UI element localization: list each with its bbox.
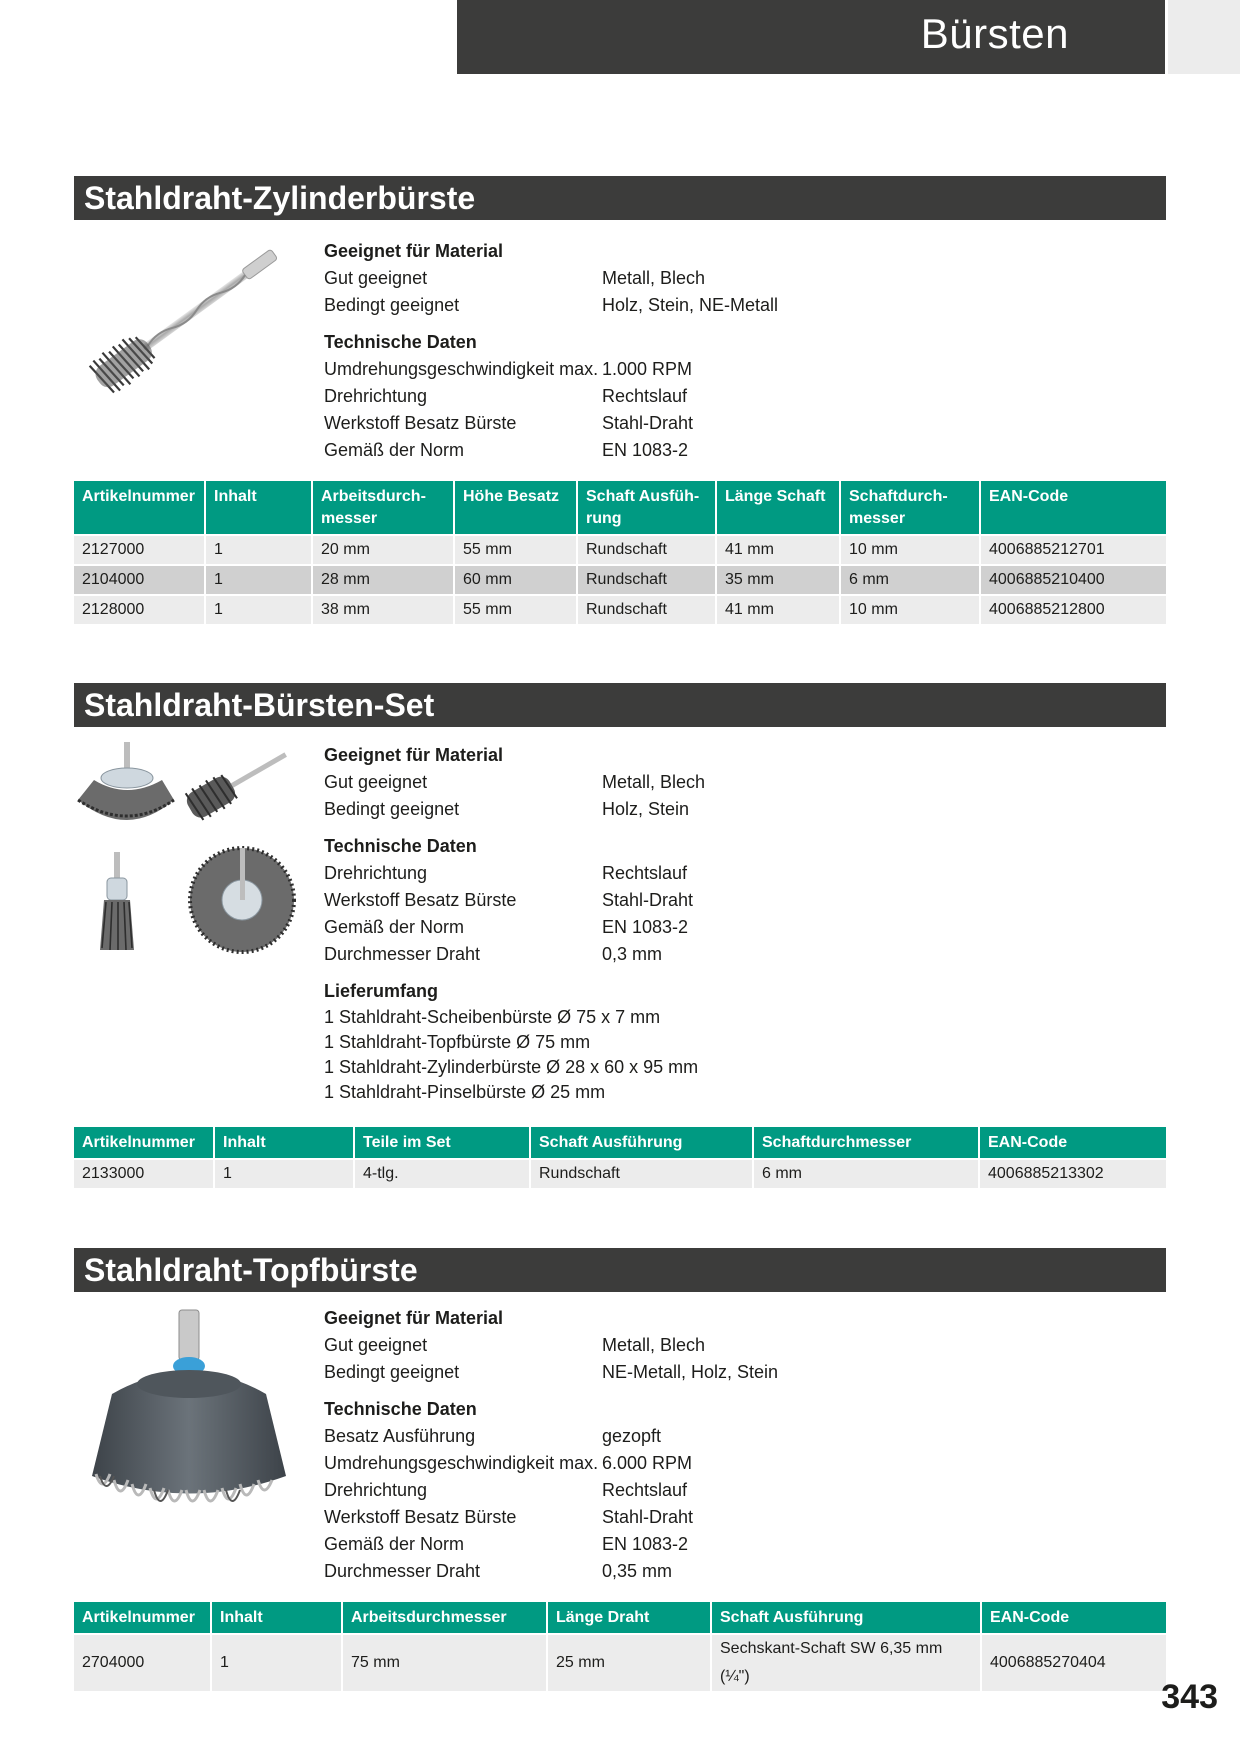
col-header: Schaft Ausführung xyxy=(712,1602,982,1633)
col-header: Artikelnummer xyxy=(74,481,206,534)
header-tab-marker xyxy=(1168,0,1240,74)
article-table-set xyxy=(74,1127,1166,1188)
spec-row: Gemäß der Norm EN 1083-2 xyxy=(324,1534,689,1554)
spec-row: Werkstoff Besatz Bürste Stahl-Draht xyxy=(324,1507,694,1527)
col-header: Höhe Besatz xyxy=(455,481,578,534)
col-header: Schaft Ausführung xyxy=(531,1127,754,1158)
spec-row: Durchmesser Draht 0,35 mm xyxy=(324,1561,673,1581)
spec-row: Besatz Ausführung gezopft xyxy=(324,1426,662,1446)
spec-block-cylinder xyxy=(324,238,778,464)
material-heading: Geeignet für Material xyxy=(324,1308,504,1328)
tech-heading: Technische Daten xyxy=(324,1399,477,1419)
spec-row: Werkstoff Besatz Bürste Stahl-Draht xyxy=(324,413,694,433)
spec-row: Gut geeignet Metall, Blech xyxy=(324,1335,706,1355)
spec-row: Bedingt geeignet Holz, Stein xyxy=(324,799,690,819)
spec-row: Umdrehungsgeschwindigkeit max. 1.000 RPM xyxy=(324,359,693,379)
page-category-title: Bürsten xyxy=(920,10,1069,57)
spec-row: Bedingt geeignet Holz, Stein, NE-Metall xyxy=(324,295,779,315)
spec-row: Durchmesser Draht 0,3 mm xyxy=(324,944,663,964)
spec-block-set xyxy=(324,742,705,1105)
col-header: Schaftdurch- messer xyxy=(841,481,981,534)
col-header: Artikelnummer xyxy=(74,1127,215,1158)
col-header: EAN-Code xyxy=(982,1602,1166,1633)
material-heading: Geeignet für Material xyxy=(324,241,504,261)
tech-heading: Technische Daten xyxy=(324,836,477,856)
col-header: Inhalt xyxy=(215,1127,355,1158)
scope-item: 1 Stahldraht-Pinselbürste Ø 25 mm xyxy=(324,1082,606,1102)
spec-row: Gemäß der Norm EN 1083-2 xyxy=(324,440,689,460)
spec-row: Gut geeignet Metall, Blech xyxy=(324,268,706,288)
section-title-brush-set: Stahldraht-Bürsten-Set xyxy=(74,683,1166,727)
col-header: Teile im Set xyxy=(355,1127,531,1158)
spec-row: Werkstoff Besatz Bürste Stahl-Draht xyxy=(324,890,694,910)
spec-row: Bedingt geeignet NE-Metall, Holz, Stein xyxy=(324,1362,779,1382)
cylinder-brush-image xyxy=(74,232,304,402)
col-header: Arbeitsdurchmesser xyxy=(343,1602,548,1633)
material-heading: Geeignet für Material xyxy=(324,745,504,765)
spec-row: Gut geeignet Metall, Blech xyxy=(324,772,706,792)
table-row: 2104000 1 28 mm 60 mm Rundschaft 35 mm 6 mm 4006885210400 xyxy=(74,564,1166,594)
col-header: Artikelnummer xyxy=(74,1602,212,1633)
col-header: Inhalt xyxy=(212,1602,343,1633)
spec-row: Drehrichtung Rechtslauf xyxy=(324,1480,688,1500)
table-row: 2127000 1 20 mm 55 mm Rundschaft 41 mm 10 mm 4006885212701 xyxy=(74,534,1166,564)
tech-heading: Technische Daten xyxy=(324,332,477,352)
col-header: Arbeitsdurch- messer xyxy=(313,481,455,534)
section-title-cup-brush: Stahldraht-Topfbürste xyxy=(74,1248,1166,1292)
col-header: Länge Draht xyxy=(548,1602,712,1633)
brush-set-image xyxy=(74,740,304,960)
cup-brush-image xyxy=(74,1306,304,1531)
spec-row: Drehrichtung Rechtslauf xyxy=(324,863,688,883)
col-header: EAN-Code xyxy=(980,1127,1166,1158)
spec-row: Gemäß der Norm EN 1083-2 xyxy=(324,917,689,937)
table-row: 2133000 1 4-tlg. Rundschaft 6 mm 4006885213302 xyxy=(74,1158,1166,1188)
article-table-cup xyxy=(74,1602,1166,1691)
section-title-cylinder-brush: Stahldraht-Zylinderbürste xyxy=(74,176,1166,220)
scope-item: 1 Stahldraht-Zylinderbürste Ø 28 x 60 x 95 mm xyxy=(324,1057,699,1077)
page-number: 343 xyxy=(1161,1678,1218,1716)
col-header: Länge Schaft xyxy=(717,481,841,534)
col-header: Inhalt xyxy=(206,481,313,534)
spec-row: Umdrehungsgeschwindigkeit max. 6.000 RPM xyxy=(324,1453,693,1473)
col-header: Schaftdurchmesser xyxy=(754,1127,980,1158)
col-header: Schaft Ausfüh- rung xyxy=(578,481,717,534)
table-row: 2128000 1 38 mm 55 mm Rundschaft 41 mm 10 mm 4006885212800 xyxy=(74,594,1166,624)
scope-heading: Lieferumfang xyxy=(324,981,439,1001)
table-row: 2704000 1 75 mm 25 mm Sechskant-Schaft SW 6,35 mm (¼") 4006885270404 xyxy=(74,1633,1166,1691)
spec-block-topf xyxy=(324,1305,778,1585)
scope-item: 1 Stahldraht-Scheibenbürste Ø 75 x 7 mm xyxy=(324,1007,661,1027)
col-header: EAN-Code xyxy=(981,481,1166,534)
header-bar xyxy=(457,0,1165,74)
article-table-cylinder xyxy=(74,481,1166,624)
scope-item: 1 Stahldraht-Topfbürste Ø 75 mm xyxy=(324,1032,591,1052)
spec-row: Drehrichtung Rechtslauf xyxy=(324,386,688,406)
